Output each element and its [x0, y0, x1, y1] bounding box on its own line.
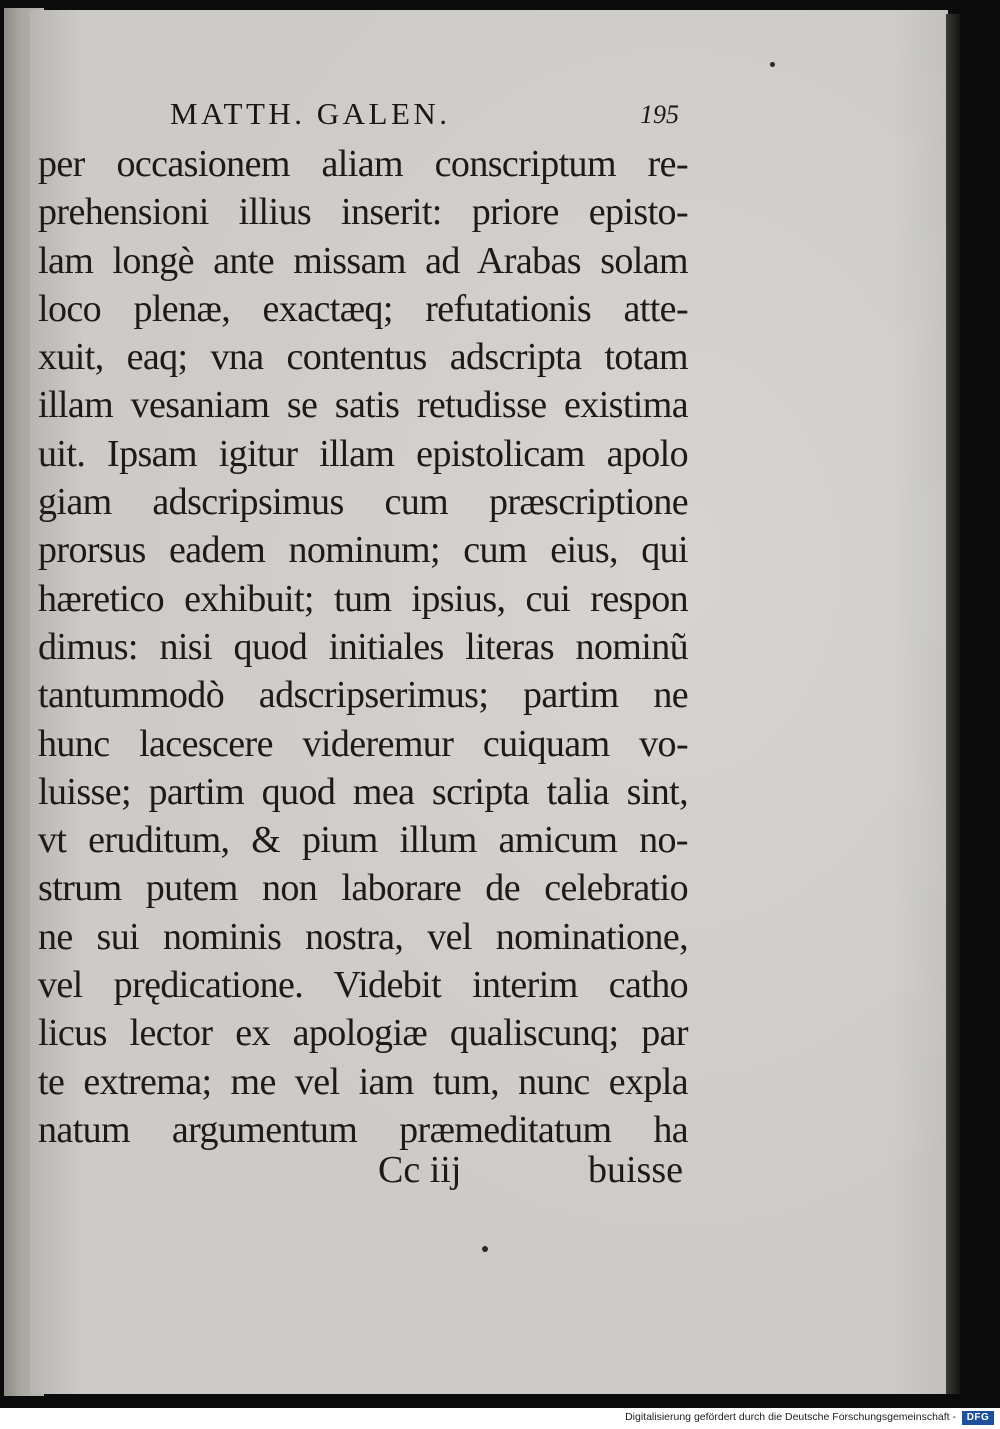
- text-line: uit. Ipsam igitur illam epistolicam apolo: [38, 432, 688, 475]
- text-line: licus lector ex apologiæ qualiscunq; par: [38, 1012, 688, 1055]
- text-line: illam vesaniam se satis retudisse existima: [38, 384, 688, 427]
- text-line: ne sui nominis nostra, vel nominatione,: [38, 915, 688, 958]
- folio-number: 195: [640, 100, 679, 129]
- text-line: natum argumentum præmeditatum ha: [38, 1108, 688, 1151]
- footer-bar: [0, 1408, 1000, 1429]
- text-line: giam adscripsimus cum præscriptione: [38, 481, 688, 524]
- text-line: hæretico exhibuit; tum ipsius, cui respon: [38, 577, 688, 620]
- text-line: lam longè ante missam ad Arabas solam: [38, 239, 688, 282]
- text-line: prehensioni illius inserit: priore episto-: [38, 191, 688, 234]
- text-line: hunc lacescere videremur cuiquam vo-: [38, 722, 688, 765]
- ink-speck: [770, 62, 775, 67]
- page-right-edge: [946, 14, 960, 1394]
- catchline: [378, 1148, 683, 1198]
- text-line: luisse; partim quod mea scripta talia sint,: [38, 770, 688, 813]
- text-line: dimus: nisi quod initiales literas nominũ: [38, 625, 688, 668]
- text-line: prorsus eadem nominum; cum eius, qui: [38, 529, 688, 572]
- dfg-logo-icon: DFG: [962, 1411, 994, 1425]
- signature-mark: Cc iij: [378, 1149, 462, 1191]
- text-line: loco plenæ, exactæq; refutationis atte-: [38, 287, 688, 330]
- funding-credit: Digitalisierung gefördert durch die Deutsche Forschungsgemeinschaft -: [625, 1411, 956, 1423]
- catchword: buisse: [588, 1149, 683, 1191]
- text-line: te extrema; me vel iam tum, nunc expla: [38, 1060, 688, 1103]
- ink-speck: [482, 1246, 488, 1252]
- text-line: xuit, eaq; vna contentus adscripta totam: [38, 336, 688, 379]
- text-line: strum putem non laborare de celebratio: [38, 867, 688, 910]
- text-line: vt eruditum, & pium illum amicum no-: [38, 819, 688, 862]
- text-line: vel prędicatione. Videbit interim catho: [38, 964, 688, 1007]
- body-text: [38, 140, 688, 1154]
- page-header: [170, 96, 690, 140]
- text-line: tantummodò adscripserimus; partim ne: [38, 674, 688, 717]
- text-line: per occasionem aliam conscriptum re-: [38, 143, 688, 185]
- running-title: MATTH. GALEN.: [170, 96, 451, 131]
